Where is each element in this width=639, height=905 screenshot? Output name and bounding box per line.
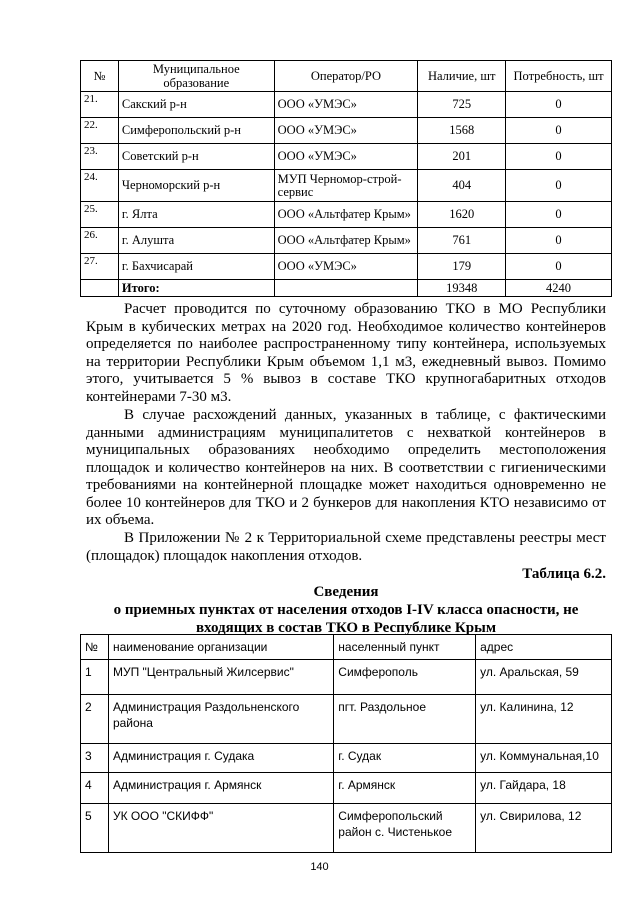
row-organization: Администрация г. Армянск (108, 773, 333, 804)
row-locality: г. Армянск (334, 773, 476, 804)
table-title (80, 583, 612, 637)
row-municipality: г. Алушта (118, 228, 274, 254)
row-organization: УК ООО "СКИФФ" (108, 804, 333, 853)
reception-points-table (80, 634, 612, 853)
row-num: 1 (81, 660, 109, 695)
table-row (81, 170, 612, 202)
header-municipality: Муниципальное образование (118, 61, 274, 92)
row-num: 26. (81, 228, 119, 254)
row-available: 725 (418, 92, 506, 118)
row-num: 24. (81, 170, 119, 202)
table-row (81, 92, 612, 118)
row-address: ул. Калинина, 12 (476, 695, 612, 744)
row-num: 5 (81, 804, 109, 853)
header-locality: населенный пункт (334, 635, 476, 660)
row-operator: ООО «УМЭС» (274, 92, 418, 118)
row-municipality: г. Ялта (118, 202, 274, 228)
row-locality: г. Судак (334, 744, 476, 773)
total-label: Итого: (118, 280, 274, 297)
header-available: Наличие, шт (418, 61, 506, 92)
row-need: 0 (506, 228, 612, 254)
row-num: 3 (81, 744, 109, 773)
row-need: 0 (506, 144, 612, 170)
row-available: 404 (418, 170, 506, 202)
row-need: 0 (506, 170, 612, 202)
row-address: ул. Гайдара, 18 (476, 773, 612, 804)
row-operator: ООО «УМЭС» (274, 144, 418, 170)
row-num: 22. (81, 118, 119, 144)
row-locality: Симферополь (334, 660, 476, 695)
table-row (81, 804, 612, 853)
header-operator: Оператор/РО (274, 61, 418, 92)
total-empty-cell (81, 280, 119, 297)
row-need: 0 (506, 202, 612, 228)
table-row (81, 118, 612, 144)
row-operator: ООО «УМЭС» (274, 254, 418, 280)
row-municipality: Черноморский р-н (118, 170, 274, 202)
row-locality: пгт. Раздольное (334, 695, 476, 744)
table-row (81, 695, 612, 744)
row-need: 0 (506, 254, 612, 280)
row-municipality: г. Бахчисарай (118, 254, 274, 280)
row-address: ул. Аральская, 59 (476, 660, 612, 695)
paragraph-calculation: Расчет проводится по суточному образованию ТКО в МО Республики Крым в кубических метрах на 2020 год. Необходимое количество контейнеров определяется по наиболее распространенному типу контейнера, используемых на территории Республики Крым объемом 1,1 м3, ежедневный вывоз. Помимо этого, учитывается 5 % вывоз в составе ТКО крупногабаритных отходов контейнерами 7-30 м3. (86, 301, 606, 405)
table-row (81, 773, 612, 804)
row-available: 201 (418, 144, 506, 170)
page-number: 140 (310, 861, 329, 873)
row-municipality: Симферопольский р-н (118, 118, 274, 144)
containers-table (80, 60, 612, 297)
row-organization: Администрация Раздольненского района (108, 695, 333, 744)
row-municipality: Советский р-н (118, 144, 274, 170)
paragraph-discrepancies: В случае расхождений данных, указанных в таблице, с фактическими данными администрациям муниципалитетов с нехваткой контейнеров в муниципальных образованиях необходимо определить местоположения площадок и количество контейнеров на них. В соответствии с гигиеническими требованиями на контейнерной площадке может находиться одновременно не более 10 контейнеров для ТКО и 2 бункеров для накопления КТО независимо от их объема. (86, 407, 606, 528)
row-need: 0 (506, 92, 612, 118)
table-row (81, 144, 612, 170)
table-title-line2: о приемных пунктах от населения отходов I-IV класса опасности, не входящих в состав ТКО в Республике Крым (113, 602, 579, 636)
row-locality: Симферопольский район с. Чистенькое (334, 804, 476, 853)
header-address: адрес (476, 635, 612, 660)
total-row (81, 280, 612, 297)
row-num: 4 (81, 773, 109, 804)
header-organization: наименование организации (108, 635, 333, 660)
header-num: № (81, 61, 119, 92)
row-operator: ООО «УМЭС» (274, 118, 418, 144)
row-municipality: Сакский р-н (118, 92, 274, 118)
table-row (81, 228, 612, 254)
row-num: 25. (81, 202, 119, 228)
row-address: ул. Коммунальная,10 (476, 744, 612, 773)
table-header-row (81, 61, 612, 92)
row-operator: ООО «Альтфатер Крым» (274, 202, 418, 228)
table-header-row (81, 635, 612, 660)
table-row (81, 744, 612, 773)
table-row (81, 660, 612, 695)
table-caption: Таблица 6.2. (522, 566, 606, 582)
table-row (81, 202, 612, 228)
row-organization: Администрация г. Судака (108, 744, 333, 773)
total-empty-cell (274, 280, 418, 297)
row-num: 23. (81, 144, 119, 170)
paragraph-appendix: В Приложении № 2 к Территориальной схеме представлены реестры мест (площадок) площадок накопления отходов. (86, 530, 606, 564)
total-available: 19348 (418, 280, 506, 297)
table-row (81, 254, 612, 280)
row-num: 2 (81, 695, 109, 744)
row-need: 0 (506, 118, 612, 144)
row-operator: МУП Черномор-строй-сервис (274, 170, 418, 202)
header-num: № (81, 635, 109, 660)
table-title-line1: Сведения (313, 584, 379, 600)
row-available: 1568 (418, 118, 506, 144)
row-available: 761 (418, 228, 506, 254)
row-organization: МУП "Центральный Жилсервис" (108, 660, 333, 695)
row-available: 1620 (418, 202, 506, 228)
row-available: 179 (418, 254, 506, 280)
header-need: Потребность, шт (506, 61, 612, 92)
row-num: 21. (81, 92, 119, 118)
row-num: 27. (81, 254, 119, 280)
row-operator: ООО «Альтфатер Крым» (274, 228, 418, 254)
total-need: 4240 (506, 280, 612, 297)
row-address: ул. Свирилова, 12 (476, 804, 612, 853)
